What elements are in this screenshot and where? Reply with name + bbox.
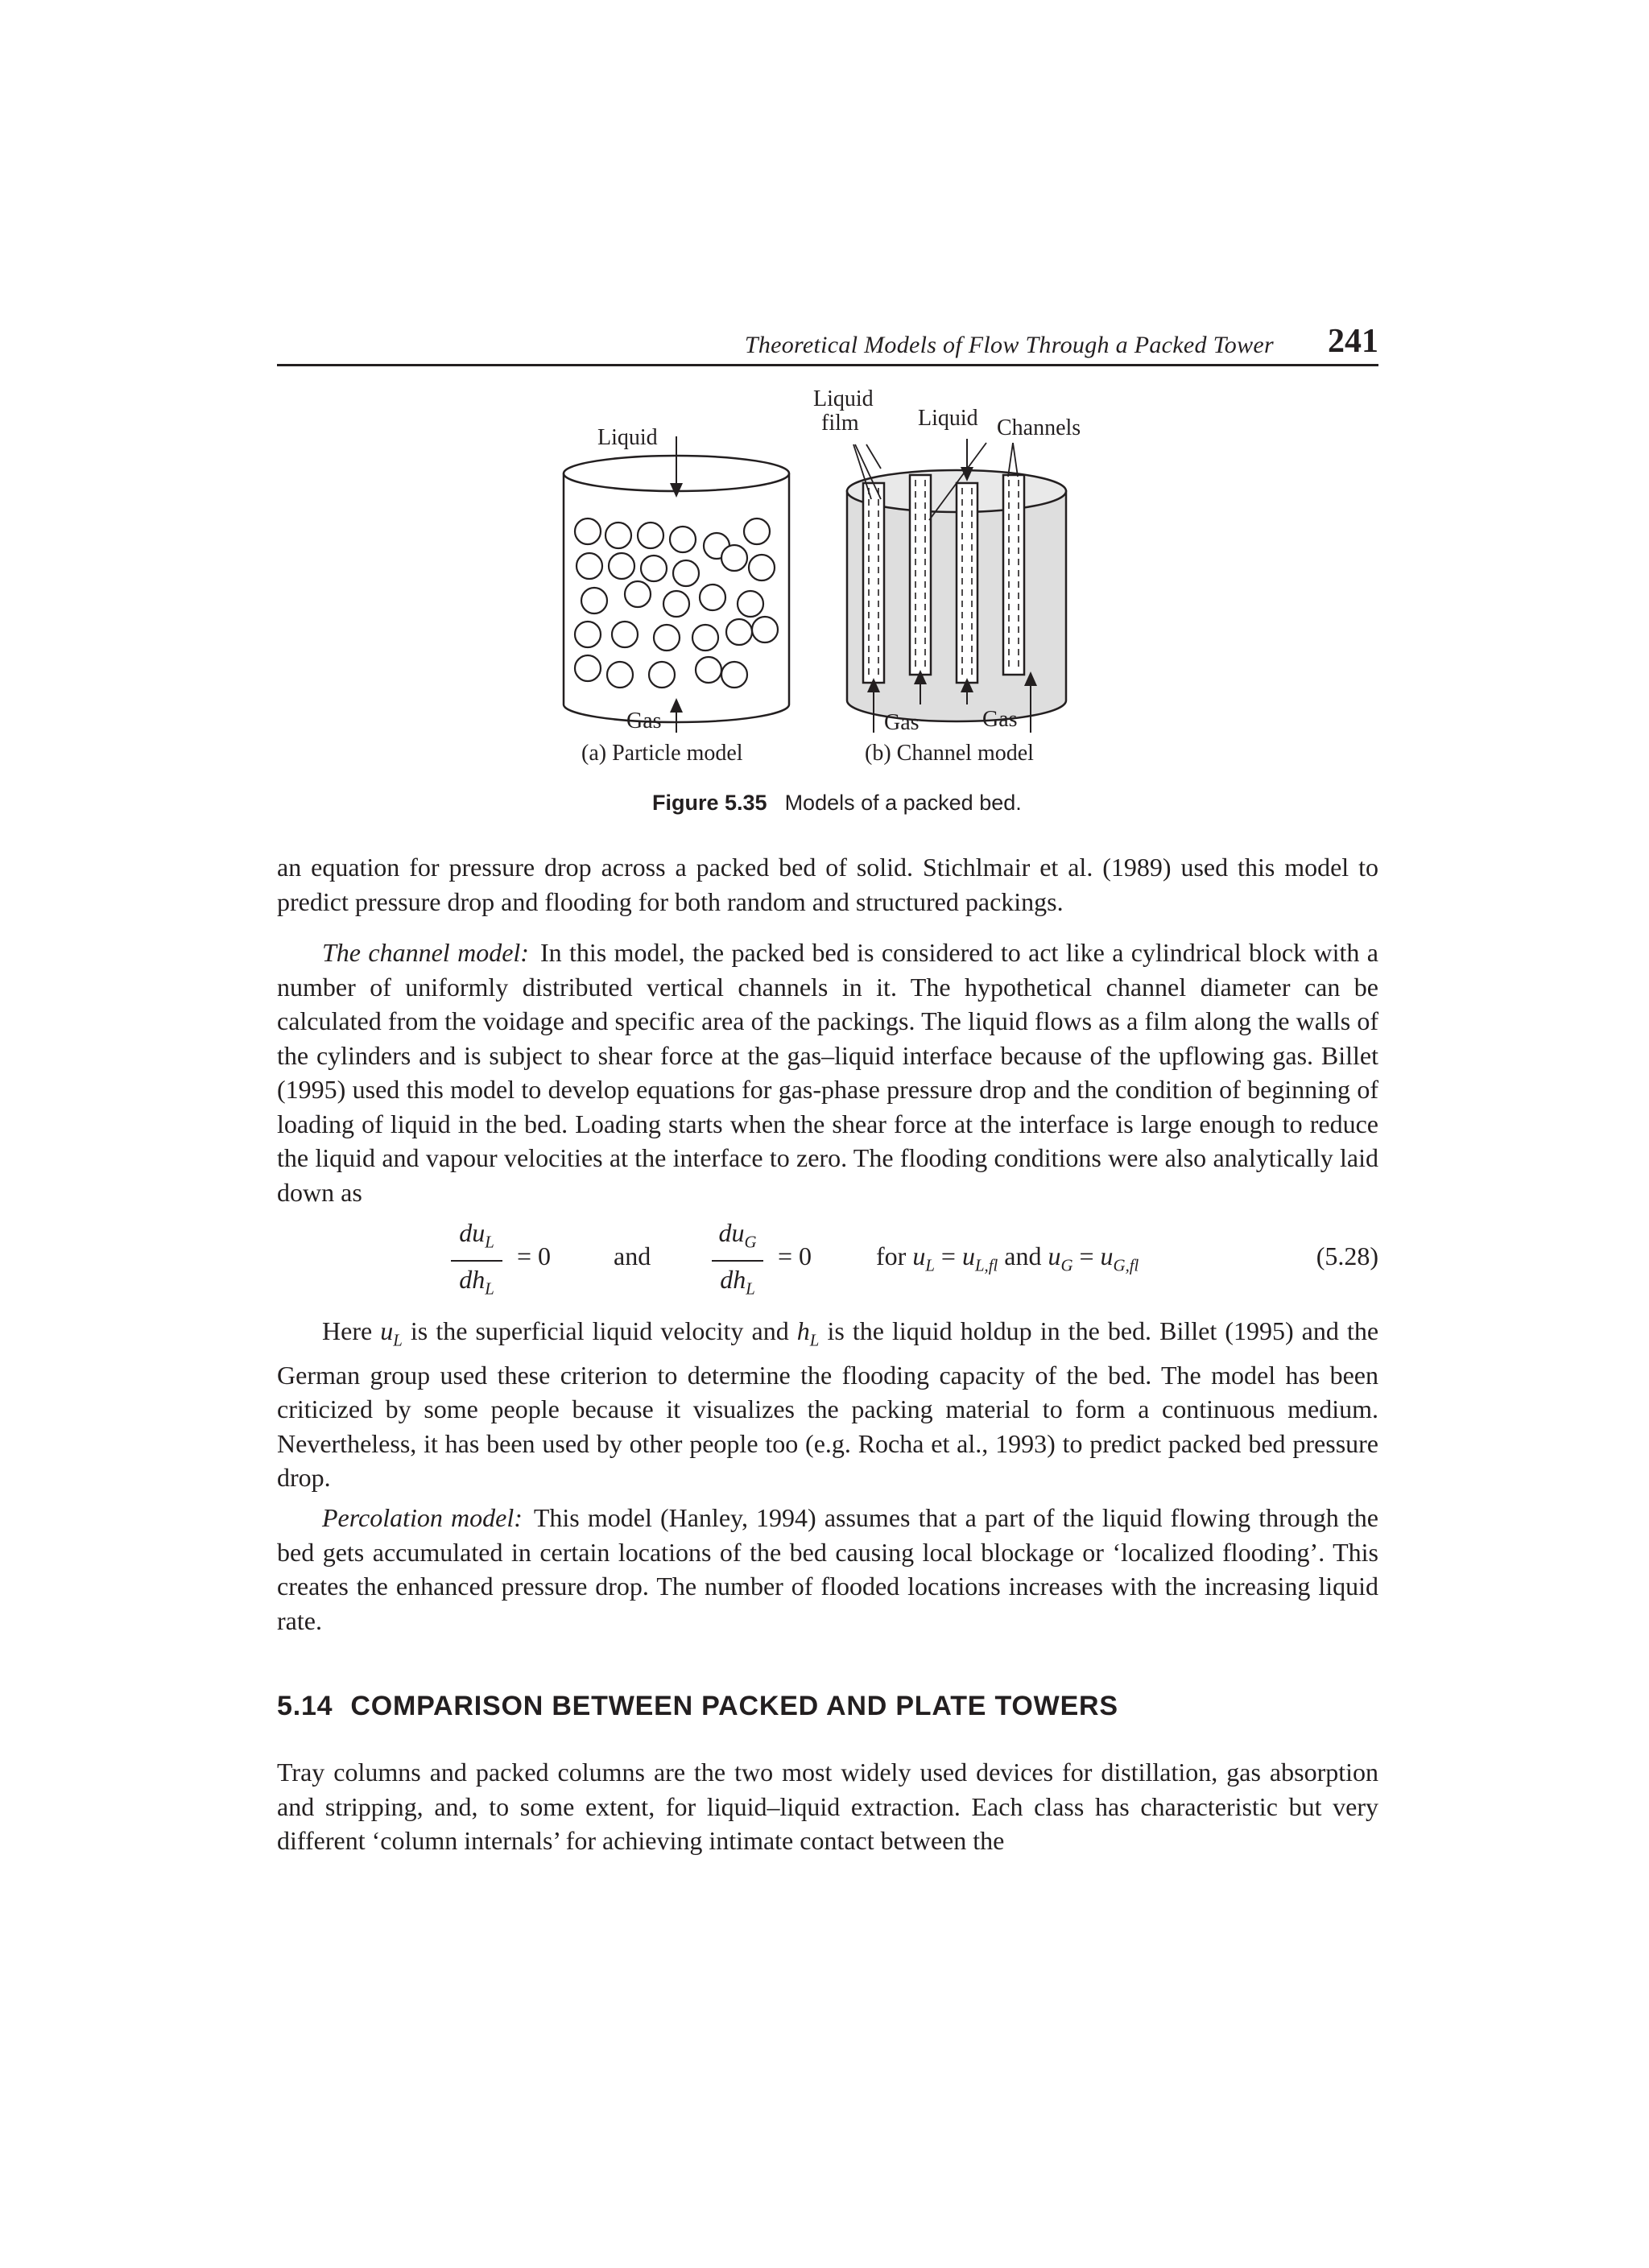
paragraph-1: an equation for pressure drop across a packed bed of solid. Stichlmair et al. (1989) used this model to predict pressure drop and flooding for both random and structured packings. bbox=[277, 853, 1378, 916]
a-caption: (a) Particle model bbox=[581, 741, 743, 766]
particle-spheres bbox=[575, 518, 778, 688]
page-number: 241 bbox=[1328, 323, 1378, 360]
equals-zero-1: = 0 bbox=[517, 1241, 552, 1270]
figure-5-35 bbox=[548, 378, 1111, 781]
paragraph-comparison: Tray columns and packed columns are the two most widely used devices for distillation, gas absorption and stripping, and, to some extent, for liquid–liquid extraction. Each class has characteristic but very different ‘column internals’ for achieving intimate contact between the bbox=[277, 1758, 1378, 1855]
equation-5-28 bbox=[277, 1217, 1378, 1298]
equation-number: (5.28) bbox=[1316, 1241, 1378, 1270]
section-heading bbox=[277, 1691, 1378, 1722]
running-head bbox=[277, 320, 1378, 366]
figure-number: Figure 5.35 bbox=[652, 791, 767, 815]
fraction-duG-dhL: $du_G$ $dh_L$ bbox=[712, 1217, 763, 1305]
figure-caption-text: Models of a packed bed. bbox=[784, 791, 1022, 815]
figure-caption bbox=[652, 791, 1022, 816]
and-word: and bbox=[614, 1241, 651, 1270]
fraction-duL-dhL: $du_L$ $dh_L$ bbox=[451, 1217, 502, 1305]
channel-model-lead: The channel model: bbox=[322, 938, 529, 967]
flooding-condition: for $u_L = u_{L,fl}$ and $u_G = u_{G,fl}$ bbox=[876, 1241, 1139, 1275]
b-liquid-film-label-1: Liquid bbox=[813, 386, 874, 411]
b-liquid-label: Liquid bbox=[918, 406, 978, 431]
b-caption: (b) Channel model bbox=[865, 741, 1034, 766]
b-gas-label-right: Gas bbox=[982, 707, 1018, 732]
b-channels-label: Channels bbox=[997, 415, 1081, 440]
a-gas-label: Gas bbox=[626, 708, 662, 733]
paragraph-percolation-model bbox=[277, 1501, 1378, 1638]
section-title: COMPARISON BETWEEN PACKED AND PLATE TOWERS bbox=[350, 1691, 1118, 1721]
channel-model-text: In this model, the packed bed is considered to act like a cylindrical block with a number of uniformly distributed vertical channels in it. The hypothetical channel diameter can be calculated from the voidage and specific area of the packings. The liquid flows as a film along the walls of the cylinders and is subject to shear force at the gas–liquid interface because of the upflowing gas. Billet (1995) used this model to develop equations for gas-phase pressure drop and the condition of beginning of loading of liquid in the bed. Loading starts when the shear force at the interface is large enough to reduce the liquid and vapour velocities at the interface to zero. The flooding conditions were also analytically laid down as bbox=[277, 938, 1379, 1207]
equals-zero-2: = 0 bbox=[778, 1241, 812, 1270]
paragraph-channel-model bbox=[277, 936, 1378, 1209]
running-head-title: Theoretical Models of Flow Through a Packed Tower bbox=[744, 332, 1274, 358]
percolation-model-lead: Percolation model: bbox=[322, 1503, 523, 1532]
b-liquid-film-label-2: film bbox=[821, 411, 859, 436]
percolation-model-text: This model (Hanley, 1994) assumes that a part of the liquid flowing through the bed gets accumulated in certain locations of the bed causing local blockage or ‘localized flooding’. This creates the enhanced pressure drop. The number of flooded locations increases with the increasing liquid rate. bbox=[277, 1503, 1378, 1635]
paragraph-here: Here $u_L$ is the superficial liquid velocity and $h_L$ is the liquid holdup in the bed. Billet (1995) and the German group used these criterion to determine the flooding capacity of the bed. The model has been criticized by some people because it visualizes the packing material to form a continuous medium. Nevertheless, it has been used by other people too (e.g. Rocha et al., 1993) to predict packed bed pressure drop. bbox=[277, 1316, 1379, 1493]
section-number: 5.14 bbox=[277, 1691, 333, 1721]
b-gas-label-left: Gas bbox=[884, 710, 920, 735]
a-liquid-label: Liquid bbox=[597, 425, 658, 450]
